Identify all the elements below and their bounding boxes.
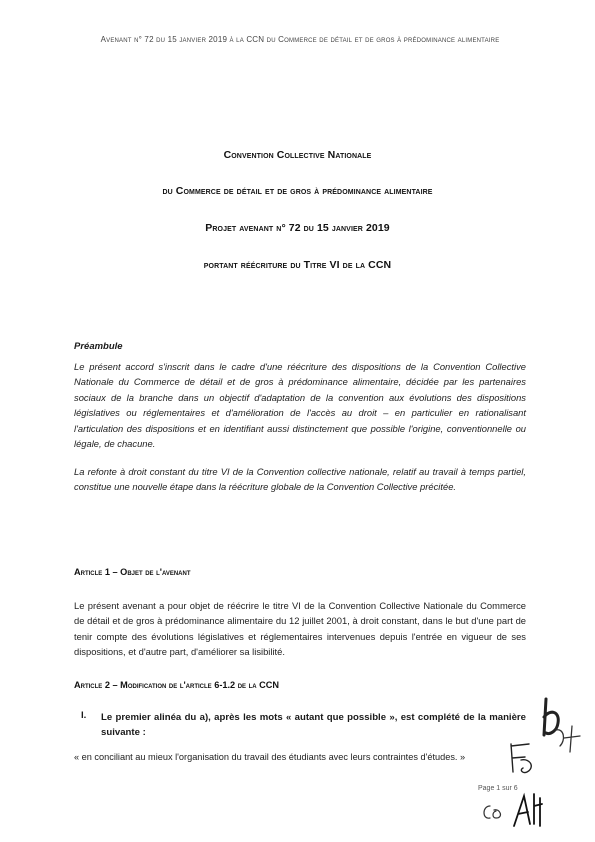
- handwritten-initial-signature-2: [550, 720, 590, 760]
- convention-subtitle: du Commerce de détail et de gros à prédominance alimentaire: [162, 185, 433, 197]
- article-1-body: Le présent avenant a pour objet de réécrire le titre VI de la Convention Collective Nationale du Commerce de détail et de gros à prédominance alimentaire du 12 juillet 2001, à droit constant, dans le but d'une part de tenir compte des évolutions législatives et réglementaires intervenues depuis l'entrée en vigueur de ses dispositions, et d'autre part, d'améliorer sa lisibilité.: [74, 600, 526, 658]
- handwritten-initial-signature-5: [510, 790, 546, 830]
- title-line-2: [60, 181, 535, 199]
- quoted-amendment: « en conciliant au mieux l'organisation du travail des étudiants avec leurs contraintes d'études. »: [74, 752, 466, 762]
- article-2-heading: Article 2 – Modification de l'article 6-1.2 de la CCN: [74, 680, 280, 690]
- convention-title: Convention Collective Nationale: [223, 149, 372, 161]
- title-line-1: [60, 145, 535, 163]
- preambule-heading: Préambule: [74, 341, 123, 352]
- page-number: Page 1 sur 6: [478, 785, 518, 792]
- title-line-4: [60, 255, 535, 273]
- handwritten-initial-signature-1: [538, 695, 578, 755]
- item-text: Le premier alinéa du a), après les mots « autant que possible », est complété de la manière suivante :: [101, 712, 526, 738]
- item-number: I.: [81, 710, 87, 721]
- running-header: Avenant n° 72 du 15 janvier 2019 à la CCN du Commerce de détail et de gros à prédominance alimentaire: [100, 35, 500, 44]
- title-line-3: [60, 218, 535, 236]
- handwritten-initial-signature-4: [478, 800, 508, 824]
- avenant-title: Projet avenant n° 72 du 15 janvier 2019: [205, 222, 390, 234]
- preambule-paragraph-1: Le présent accord s'inscrit dans le cadre d'une réécriture des dispositions de la Convention Collective Nationale du Commerce de détail et de gros à prédominance alimentaire, décidée par les partenaires sociaux de la branche dans un objectif d'adaptation de la convention aux évolutions des dispositions législatives ou réglementaires et d'amélioration de l'accès au droit – en particulier en rationalisant l'articulation des dispositions et en identifiant aussi distinctement que possible l'origine, conventionnelle ou légale, de chacune.: [74, 361, 526, 450]
- avenant-subject: portant réécriture du Titre VI de la CCN: [203, 259, 392, 271]
- article-1-heading: Article 1 – Objet de l'avenant: [74, 567, 191, 577]
- preambule-paragraph-2: La refonte à droit constant du titre VI de la Convention collective nationale, relatif au travail à temps partiel, constitue une nouvelle étape dans la réécriture globale de la Convention Collective précitée.: [74, 466, 526, 493]
